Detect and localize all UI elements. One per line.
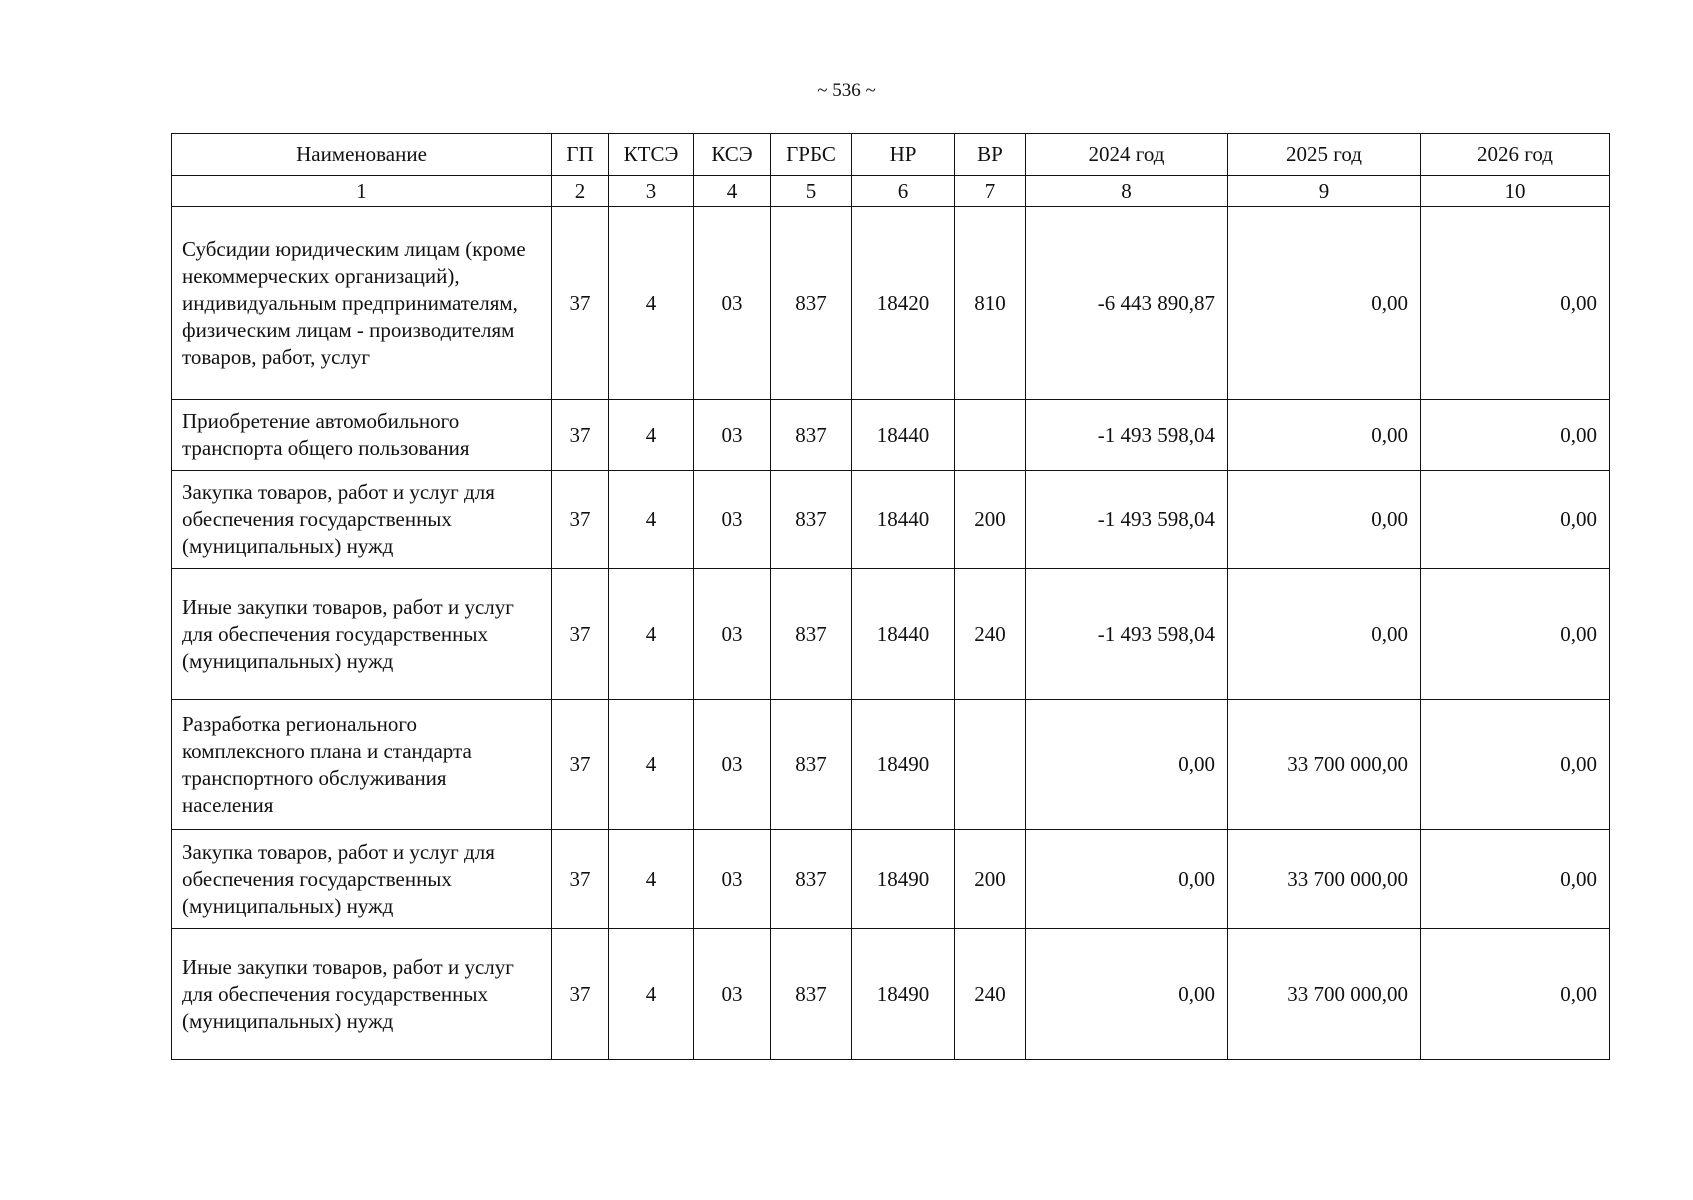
row-name: Иные закупки товаров, работ и услуг для обеспечения государственных (муниципальных) нужд: [172, 569, 552, 700]
table-row: [172, 471, 1610, 569]
row-grbs: 837: [771, 830, 852, 929]
row-kse: 03: [694, 700, 771, 830]
row-grbs: 837: [771, 471, 852, 569]
header-gp: ГП: [552, 134, 609, 176]
row-2025: 0,00: [1228, 207, 1421, 400]
row-nr: 18420: [852, 207, 955, 400]
row-2024: -1 493 598,04: [1026, 400, 1228, 471]
column-number: 3: [609, 176, 694, 207]
row-vr: 200: [955, 830, 1026, 929]
row-gp: 37: [552, 700, 609, 830]
column-number: 8: [1026, 176, 1228, 207]
column-number-row: [172, 176, 1610, 207]
row-kse: 03: [694, 569, 771, 700]
row-grbs: 837: [771, 207, 852, 400]
row-2024: 0,00: [1026, 929, 1228, 1060]
row-2025: 0,00: [1228, 569, 1421, 700]
table-row: [172, 929, 1610, 1060]
row-gp: 37: [552, 830, 609, 929]
row-vr: 240: [955, 929, 1026, 1060]
row-2025: 0,00: [1228, 471, 1421, 569]
row-kse: 03: [694, 207, 771, 400]
row-nr: 18440: [852, 471, 955, 569]
row-nr: 18490: [852, 700, 955, 830]
row-grbs: 837: [771, 400, 852, 471]
header-2024: 2024 год: [1026, 134, 1228, 176]
header-row: [172, 134, 1610, 176]
row-vr: [955, 700, 1026, 830]
header-name: Наименование: [172, 134, 552, 176]
header-2025: 2025 год: [1228, 134, 1421, 176]
row-2024: -6 443 890,87: [1026, 207, 1228, 400]
row-ktse: 4: [609, 207, 694, 400]
column-number: 10: [1421, 176, 1610, 207]
row-2025: 33 700 000,00: [1228, 929, 1421, 1060]
header-nr: НР: [852, 134, 955, 176]
row-2026: 0,00: [1421, 569, 1610, 700]
column-number: 4: [694, 176, 771, 207]
row-vr: 200: [955, 471, 1026, 569]
row-name: Субсидии юридическим лицам (кроме некоммерческих организаций), индивидуальным предпринимателям, физическим лицам - производителям товаров, работ, услуг: [172, 207, 552, 400]
page-number: ~ 536 ~: [817, 80, 876, 101]
row-grbs: 837: [771, 929, 852, 1060]
row-2024: -1 493 598,04: [1026, 569, 1228, 700]
row-vr: [955, 400, 1026, 471]
row-gp: 37: [552, 471, 609, 569]
row-2026: 0,00: [1421, 929, 1610, 1060]
row-grbs: 837: [771, 569, 852, 700]
row-nr: 18440: [852, 400, 955, 471]
row-name: Иные закупки товаров, работ и услуг для обеспечения государственных (муниципальных) нужд: [172, 929, 552, 1060]
row-ktse: 4: [609, 471, 694, 569]
column-number: 9: [1228, 176, 1421, 207]
budget-table: [171, 133, 1610, 1060]
row-kse: 03: [694, 400, 771, 471]
row-vr: 810: [955, 207, 1026, 400]
row-name: Закупка товаров, работ и услуг для обеспечения государственных (муниципальных) нужд: [172, 830, 552, 929]
header-2026: 2026 год: [1421, 134, 1610, 176]
row-vr: 240: [955, 569, 1026, 700]
row-grbs: 837: [771, 700, 852, 830]
header-ktse: КТСЭ: [609, 134, 694, 176]
row-ktse: 4: [609, 929, 694, 1060]
header-grbs: ГРБС: [771, 134, 852, 176]
table-row: [172, 700, 1610, 830]
row-ktse: 4: [609, 700, 694, 830]
row-nr: 18440: [852, 569, 955, 700]
row-kse: 03: [694, 929, 771, 1060]
row-nr: 18490: [852, 830, 955, 929]
row-name: Закупка товаров, работ и услуг для обеспечения государственных (муниципальных) нужд: [172, 471, 552, 569]
row-name: Приобретение автомобильного транспорта общего пользования: [172, 400, 552, 471]
row-ktse: 4: [609, 830, 694, 929]
column-number: 1: [172, 176, 552, 207]
column-number: 5: [771, 176, 852, 207]
column-number: 6: [852, 176, 955, 207]
row-2026: 0,00: [1421, 471, 1610, 569]
column-number: 2: [552, 176, 609, 207]
row-ktse: 4: [609, 569, 694, 700]
row-2026: 0,00: [1421, 400, 1610, 471]
row-gp: 37: [552, 207, 609, 400]
table-row: [172, 207, 1610, 400]
table-row: [172, 569, 1610, 700]
row-2024: -1 493 598,04: [1026, 471, 1228, 569]
row-2025: 0,00: [1228, 400, 1421, 471]
row-kse: 03: [694, 830, 771, 929]
row-name: Разработка регионального комплексного плана и стандарта транспортного обслуживания населения: [172, 700, 552, 830]
row-2026: 0,00: [1421, 700, 1610, 830]
row-gp: 37: [552, 929, 609, 1060]
row-2025: 33 700 000,00: [1228, 830, 1421, 929]
row-2024: 0,00: [1026, 700, 1228, 830]
row-2026: 0,00: [1421, 830, 1610, 929]
header-vr: ВР: [955, 134, 1026, 176]
row-2024: 0,00: [1026, 830, 1228, 929]
row-nr: 18490: [852, 929, 955, 1060]
row-ktse: 4: [609, 400, 694, 471]
header-kse: КСЭ: [694, 134, 771, 176]
row-2026: 0,00: [1421, 207, 1610, 400]
row-kse: 03: [694, 471, 771, 569]
column-number: 7: [955, 176, 1026, 207]
row-gp: 37: [552, 400, 609, 471]
table-row: [172, 400, 1610, 471]
table-row: [172, 830, 1610, 929]
row-2025: 33 700 000,00: [1228, 700, 1421, 830]
row-gp: 37: [552, 569, 609, 700]
